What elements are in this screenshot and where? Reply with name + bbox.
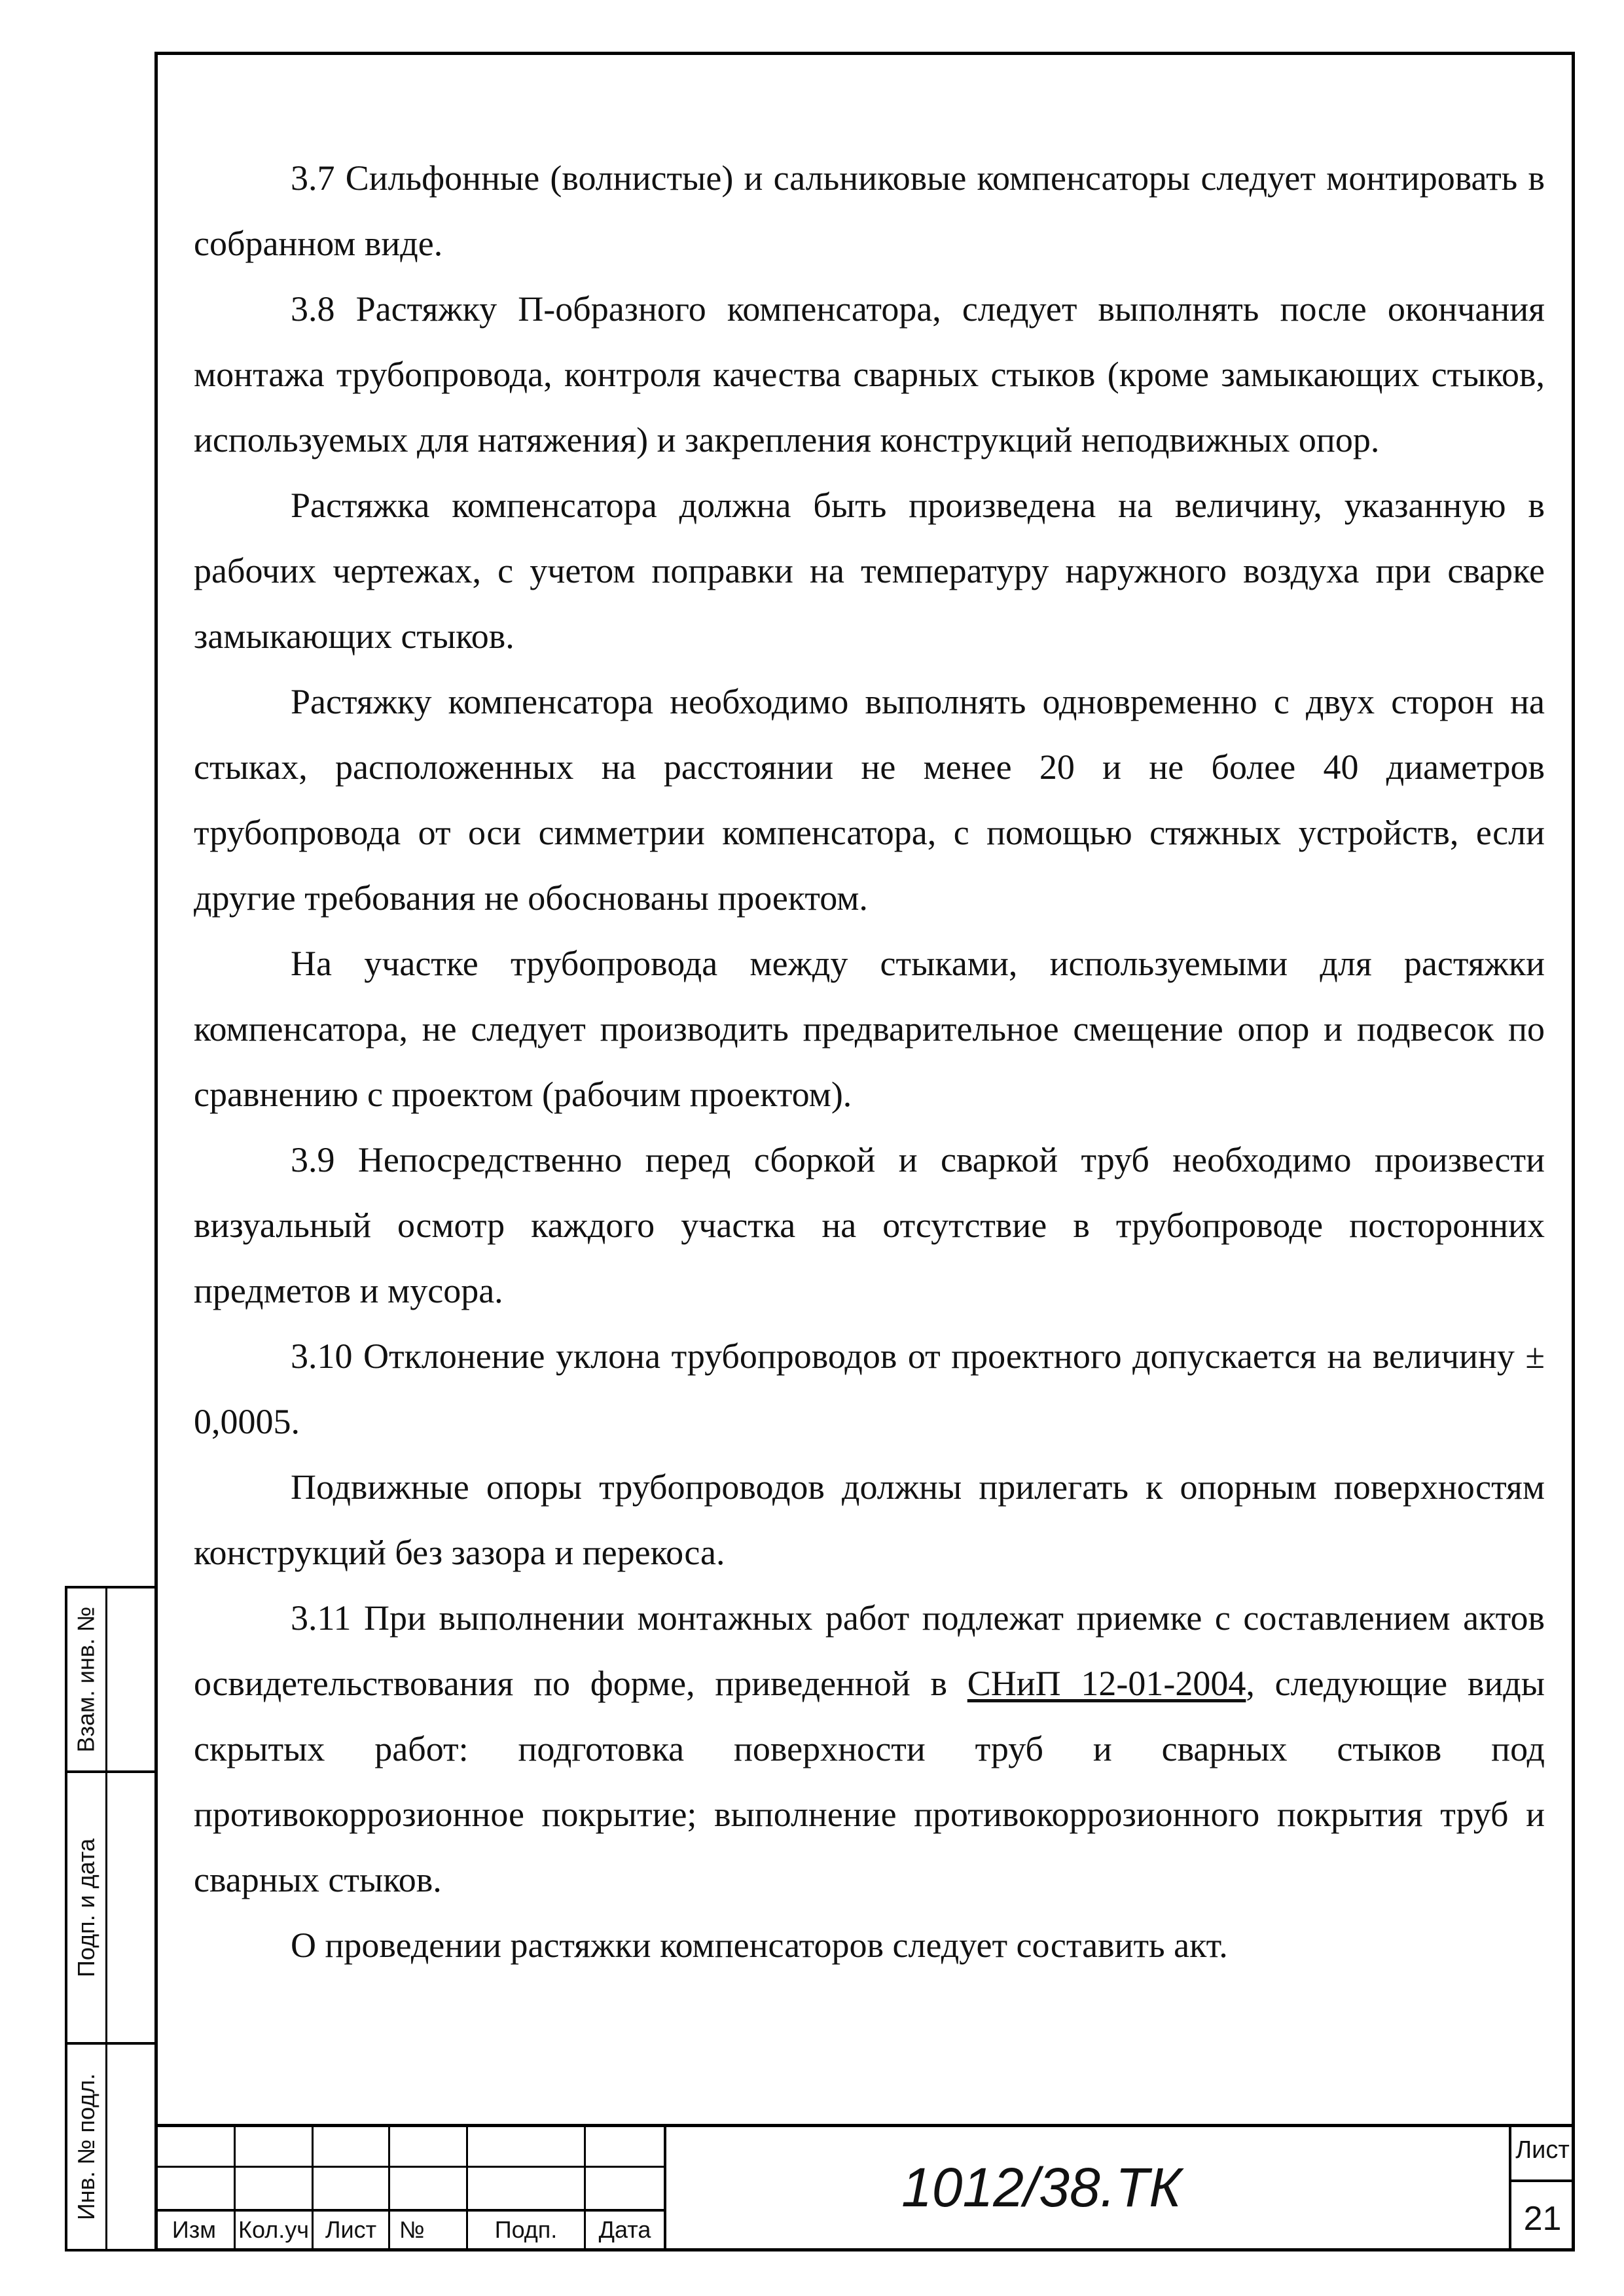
paragraph-3-10: 3.10 Отклонение уклона трубопроводов от проектного допускается на величину ± 0,0005. xyxy=(194,1336,1545,1441)
paragraph-3-9: 3.9 Непосредственно перед сборкой и сваркой труб необходимо произвести визуальный осмотр каждого участка на отсутствие в трубопроводе посторонних предметов и мусора. xyxy=(194,1140,1545,1310)
paragraph-stretch-method: Растяжку компенсатора необходимо выполнять одновременно с двух сторон на стыках, расположенных на расстоянии не менее 20 и не более 40 диаметров трубопровода от оси симметрии компенсатора, с помощью стяжных устройств, если другие требования не обоснованы проектом. xyxy=(194,682,1545,918)
sheet-label: Лист xyxy=(1515,2136,1570,2164)
paragraph-3-11-start: 3.11 При выполнении монтажных работ подлежат приемке с составлением актов освидетельствования по форме, приведенной в xyxy=(194,1598,1545,1703)
col-list: Лист xyxy=(325,2216,377,2243)
side-stamp-podp xyxy=(65,1773,154,2045)
paragraph-act: О проведении растяжки компенсаторов следует составить акт. xyxy=(291,1926,1228,1965)
col-izm: Изм xyxy=(171,2216,217,2243)
paragraph-stretch-amount: Растяжка компенсатора должна быть произведена на величину, указанную в рабочих чертежах, с учетом поправки на температуру наружного воздуха при сварке замыкающих стыков. xyxy=(194,486,1545,656)
paragraph-3-11 xyxy=(194,1585,1545,1912)
side-stamp-vzam xyxy=(65,1586,154,1773)
side-stamp-inv xyxy=(65,2042,154,2251)
body-text xyxy=(194,145,1545,1978)
paragraph-3-7: 3.7 Сильфонные (волнистые) и сальниковые компенсаторы следует монтировать в собранном виде. xyxy=(194,158,1545,263)
paragraph-3-8: 3.8 Растяжку П-образного компенсатора, следует выполнять после окончания монтажа трубопровода, контроля качества сварных стыков (кроме замыкающих стыков, используемых для натяжения) и закрепления конструкций неподвижных опор. xyxy=(194,289,1545,459)
col-data: Дата xyxy=(598,2216,651,2243)
col-podp: Подп. xyxy=(494,2216,558,2243)
side-stamp-inv-label: Инв. № подл. xyxy=(73,2073,99,2221)
paragraph-supports-offset: На участке трубопровода между стыками, используемыми для растяжки компенсатора, не следует производить предварительное смещение опор и подвесок по сравнению с проектом (рабочим проектом). xyxy=(194,944,1545,1114)
paragraph-3-11-end: , следующие виды скрытых работ: подготовка поверхности труб и сварных стыков под противокоррозионное покрытие; выполнение противокоррозионного покрытия труб и сварных стыков. xyxy=(194,1664,1545,1899)
snip-reference-link[interactable]: СНиП 12-01-2004 xyxy=(967,1664,1246,1703)
side-stamp-vzam-label: Взам. инв. № xyxy=(73,1606,99,1753)
col-number: № xyxy=(399,2216,425,2243)
document-code: 1012/38.ТК xyxy=(901,2157,1182,2218)
paragraph-movable-supports: Подвижные опоры трубопроводов должны прилегать к опорным поверхностям конструкций без зазора и перекоса. xyxy=(194,1467,1545,1572)
sheet-number: 21 xyxy=(1523,2200,1562,2238)
side-stamp-podp-label: Подп. и дата xyxy=(73,1838,99,1977)
col-kol-uch: Кол.уч xyxy=(238,2216,309,2243)
title-block xyxy=(154,2124,1575,2251)
